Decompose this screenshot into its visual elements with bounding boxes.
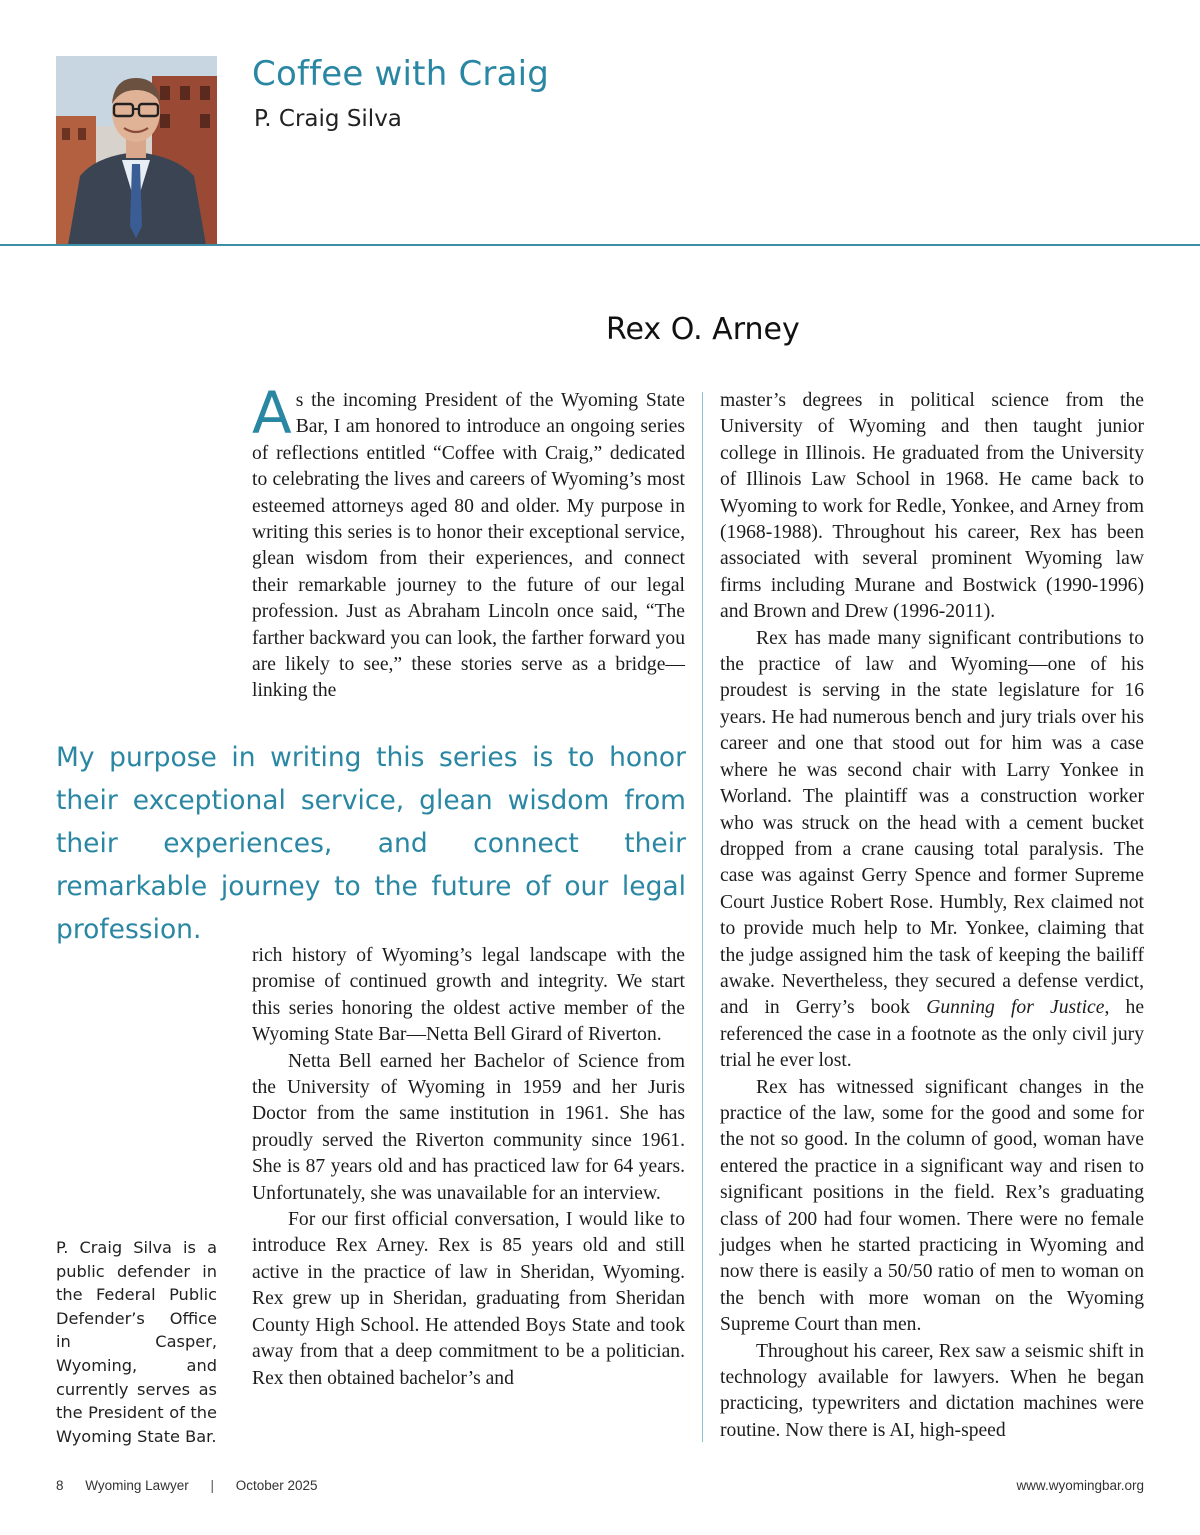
paragraph: master’s degrees in political science from the University of Wyoming and then taught junior college in Illinois. He graduated from the University of Illinois Law School in 1968. He came back to Wyoming to work for Redle, Yonkee, and Arney from (1968-1988). Throughout his career, Rex has been associated with several prominent Wyoming law firms including Murane and Bostwick (1990-1996) and Brown and Drew (1996-2011). (720, 390, 1144, 623)
website-link[interactable]: www.wyomingbar.org (1016, 1478, 1144, 1493)
book-title: Gunning for Justice (926, 997, 1105, 1019)
intro-text: s the incoming President of the Wyoming State Bar, I am honored to introduce an ongoing series of reflections entitled “Coffee with Craig,” dedicated to celebrating the lives and careers of Wyoming’s most esteemed attorneys aged 80 and older. My purpose in writing this series is to honor their exceptional service, glean wisdom from their experiences, and connect their remarkable journey to the future of our legal profession. Just as Abraham Lincoln once said, “The farther backward you can look, the farther forward you are likely to see,” these stories serve as a bridge—linking the (252, 390, 685, 702)
article-column-left-bottom (252, 943, 685, 1392)
intro-paragraph (252, 379, 685, 705)
paragraph: For our first official conversation, I would like to introduce Rex Arney. Rex is 85 years old and still active in the practice of law in Sheridan, Wyoming. Rex grew up in Sheridan, graduating from Sheridan County High School. He attended Boys State and took away from that a deep commitment to be a politician. Rex then obtained bachelor’s and (252, 1209, 685, 1389)
paragraph-text: , he referenced the case in a footnote as the only civil jury trial he ever lost. (720, 997, 1145, 1072)
column-divider (702, 392, 703, 1442)
header-rule (0, 244, 1200, 246)
paragraph: Rex has witnessed significant changes in the practice of the law, some for the good and some for the not so good. In the column of good, woman have entered the practice in a significant way and risen to significant positions in the field. Rex’s graduating class of 200 had four women. There were no female judges when he started practicing in Wyoming and now there is easily a 50/50 ratio of men to woman on the bench with more woman on the Wyoming Supreme Court than men. (720, 1076, 1144, 1336)
pull-quote: My purpose in writing this series is to honor their exceptional service, glean wisdom from their experiences, and connect their remarkable journey to the future of our legal profession. (56, 742, 686, 945)
paragraph-text: Rex has made many significant contributions to the practice of law and Wyoming—one of his proudest is serving in the state legislature for 16 years. He had numerous bench and jury trials over his career and one that stood out for him was a case where he was second chair with Larry Yonkee in Worland. The plaintiff was a construction worker who was struck on the head with a cement bucket dropped from a crane causing total paralysis. The case was against Gerry Spence and former Supreme Court Justice Robert Rose. Humbly, Rex claimed not to provide much help to Mr. Yonkee, claiming that the judge assigned him the task of keeping the bailiff awake. Nevertheless, they secured a defense verdict, and in Gerry’s book (720, 627, 1144, 1019)
footer-separator: | (210, 1478, 214, 1493)
page-number: 8 (56, 1478, 64, 1493)
issue-date: October 2025 (235, 1478, 318, 1493)
author-bio: P. Craig Silva is a public defender in the Federal Public Defender’s Office in Casper, Wyoming, and currently serves as the President of the Wyoming State Bar. (56, 1238, 217, 1446)
paragraph: Netta Bell earned her Bachelor of Science from the University of Wyoming in 1959 and her Juris Doctor from the same institution in 1961. She has proudly served the Riverton community since 1961. She is 87 years old and has practiced law for 64 years. Unfortunately, she was unavailable for an interview. (252, 1050, 685, 1204)
column-title: Coffee with Craig (252, 54, 550, 94)
paragraph: rich history of Wyoming’s legal landscape with the promise of continued growth and integrity. We start this series honoring the oldest active member of the Wyoming State Bar—Netta Bell Girard of Riverton. (252, 945, 685, 1046)
paragraph (720, 626, 1144, 1075)
author-photo (56, 56, 217, 245)
byline: P. Craig Silva (254, 106, 402, 132)
article-column-right (720, 388, 1144, 1444)
article-title: Rex O. Arney (606, 312, 800, 347)
publication-name: Wyoming Lawyer (85, 1478, 189, 1493)
article-column-left-top (252, 379, 685, 705)
paragraph: Throughout his career, Rex saw a seismic shift in technology available for lawyers. When he began practicing, typewriters and dictation machines were routine. Now there is AI, high-speed (720, 1340, 1144, 1441)
footer-left (56, 1478, 336, 1493)
drop-cap: A (252, 379, 292, 447)
